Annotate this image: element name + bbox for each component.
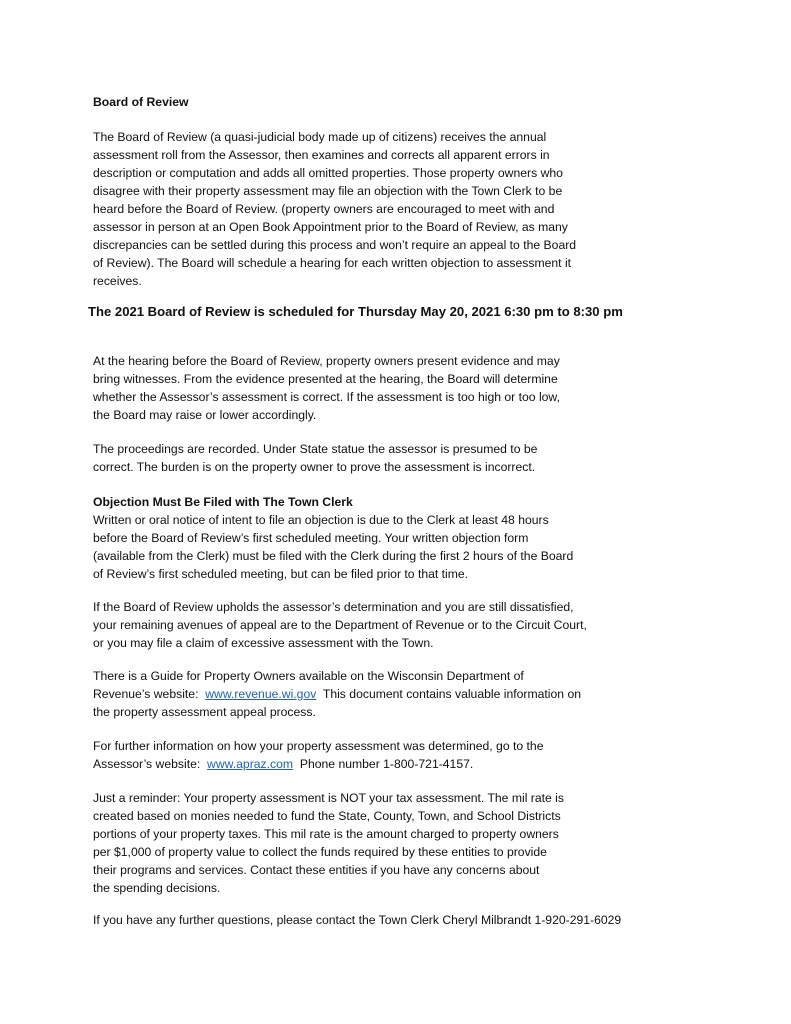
further-info-line: For further information on how your property assessment was determined, go to the: [93, 739, 544, 753]
objection-line: before the Board of Review’s first scheduled meeting. Your written objection form: [93, 531, 529, 545]
proceedings-line: correct. The burden is on the property owner to prove the assessment is incorrect.: [93, 460, 536, 474]
objection-line: Written or oral notice of intent to file an objection is due to the Clerk at least 48 hours: [93, 513, 549, 527]
contact-paragraph: [93, 911, 713, 929]
proceedings-line: The proceedings are recorded. Under State statue the assessor is presumed to be: [93, 442, 538, 456]
intro-line: discrepancies can be settled during this process and won’t require an appeal to the Board: [93, 238, 577, 252]
reminder-line: the spending decisions.: [93, 881, 221, 895]
reminder-line: Just a reminder: Your property assessment is NOT your tax assessment. The mil rate is: [93, 791, 564, 805]
guide-text-before: Revenue’s website:: [93, 687, 206, 701]
objection-section: [93, 493, 673, 583]
intro-line: assessment roll from the Assessor, then examines and corrects all apparent errors in: [93, 148, 550, 162]
appeal-paragraph: [93, 598, 673, 652]
appeal-line: If the Board of Review upholds the assessor’s determination and you are still dissatisfied,: [93, 600, 574, 614]
reminder-line: their programs and services. Contact these entities if you have any concerns about: [93, 863, 540, 877]
further-info-paragraph: [93, 737, 673, 773]
guide-paragraph: [93, 667, 673, 721]
proceedings-paragraph: [93, 440, 673, 476]
guide-text-after: This document contains valuable information on: [316, 687, 581, 701]
objection-line: (available from the Clerk) must be filed with the Clerk during the first 2 hours of the Board: [93, 549, 574, 563]
intro-line: disagree with their property assessment may file an objection with the Town Clerk to be: [93, 184, 563, 198]
hearing-line: whether the Assessor’s assessment is correct. If the assessment is too high or too low,: [93, 390, 560, 404]
assessor-website-link[interactable]: www.apraz.com: [207, 757, 294, 771]
reminder-paragraph: [93, 789, 673, 897]
further-info-line: [93, 755, 673, 773]
reminder-line: portions of your property taxes. This mil rate is the amount charged to property owners: [93, 827, 559, 841]
reminder-line: created based on monies needed to fund the State, County, Town, and School Districts: [93, 809, 561, 823]
intro-line: description or computation and adds all omitted properties. Those property owners who: [93, 166, 563, 180]
appeal-line: or you may file a claim of excessive assessment with the Town.: [93, 636, 434, 650]
further-info-text-before: Assessor’s website:: [93, 757, 208, 771]
further-info-text-after: Phone number 1-800-721-4157.: [293, 757, 474, 771]
revenue-website-link[interactable]: www.revenue.wi.gov: [205, 687, 317, 701]
page-title: Board of Review: [93, 95, 189, 109]
objection-line: of Review’s first scheduled meeting, but can be filed prior to that time.: [93, 567, 469, 581]
intro-line: receives.: [93, 274, 142, 288]
intro-line: of Review). The Board will schedule a hearing for each written objection to assessment it: [93, 256, 572, 270]
contact-line: If you have any further questions, please contact the Town Clerk Cheryl Milbrandt 1-920-291-6029: [93, 913, 622, 927]
appeal-line: your remaining avenues of appeal are to the Department of Revenue or to the Circuit Court,: [93, 618, 587, 632]
title-section: [93, 93, 673, 111]
intro-line: The Board of Review (a quasi-judicial body made up of citizens) receives the annual: [93, 130, 547, 144]
guide-line: [93, 685, 673, 703]
guide-line: the property assessment appeal process.: [93, 705, 316, 719]
intro-line: assessor in person at an Open Book Appointment prior to the Board of Review, as many: [93, 220, 568, 234]
intro-line: heard before the Board of Review. (property owners are encouraged to meet with and: [93, 202, 555, 216]
schedule-notice: The 2021 Board of Review is scheduled for Thursday May 20, 2021 6:30 pm to 8:30 pm: [88, 304, 623, 319]
hearing-line: At the hearing before the Board of Review, property owners present evidence and may: [93, 354, 560, 368]
hearing-line: the Board may raise or lower accordingly.: [93, 408, 317, 422]
intro-paragraph: [93, 128, 673, 290]
hearing-line: bring witnesses. From the evidence presented at the hearing, the Board will determine: [93, 372, 558, 386]
reminder-line: per $1,000 of property value to collect the funds required by these entities to provide: [93, 845, 547, 859]
hearing-paragraph: [93, 352, 673, 424]
objection-heading: Objection Must Be Filed with The Town Clerk: [93, 495, 353, 509]
guide-line: There is a Guide for Property Owners available on the Wisconsin Department of: [93, 669, 524, 683]
